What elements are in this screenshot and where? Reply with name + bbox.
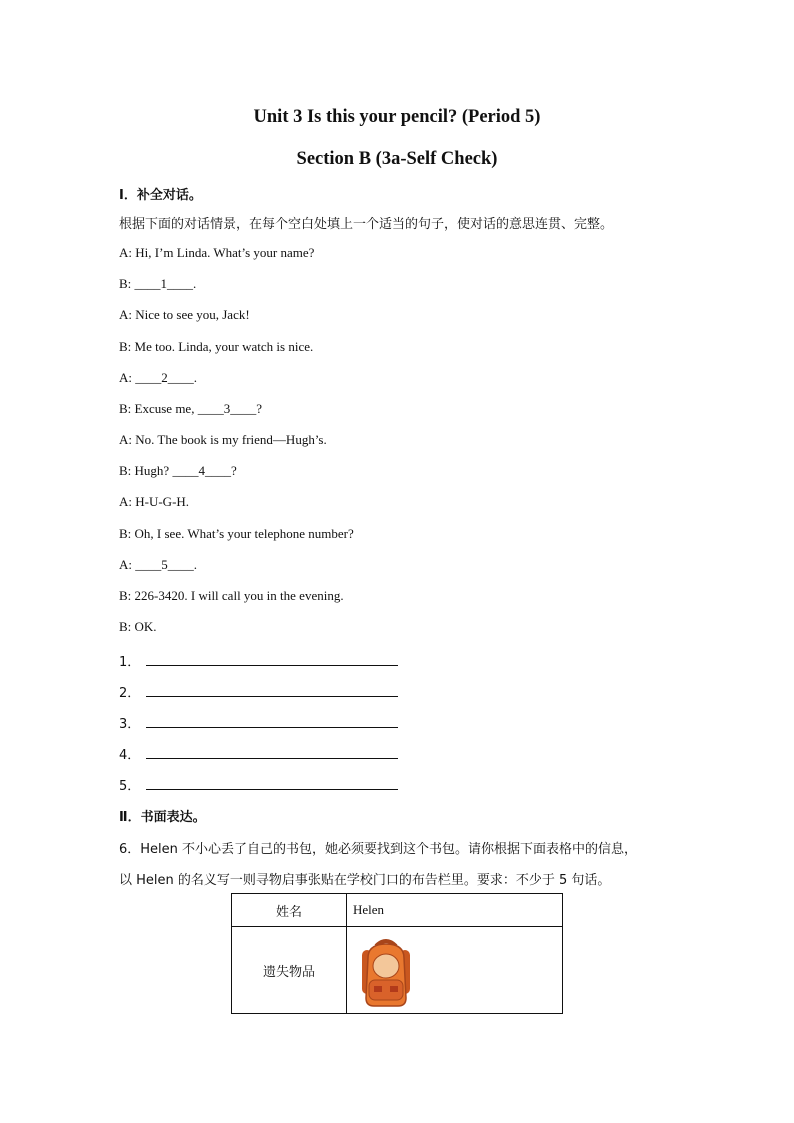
answer-blank[interactable] — [146, 684, 398, 697]
dialogue-line: A: Nice to see you, Jack! — [119, 307, 250, 322]
dialogue-line: A: Hi, I’m Linda. What’s your name? — [119, 245, 315, 260]
answer-blank[interactable] — [146, 777, 398, 790]
answer-blank[interactable] — [146, 653, 398, 666]
answer-row — [119, 744, 398, 763]
part1-instruction: 根据下面的对话情景，在每个空白处填上一个适当的句子，使对话的意思连贯、完整。 — [119, 217, 614, 232]
answer-blank[interactable] — [146, 715, 398, 728]
name-label: 姓名 — [232, 894, 347, 927]
dialogue-line: A: H-U-G-H. — [119, 494, 190, 509]
question-text: 6．Helen 不小心丢了自己的书包，她必须要找到这个书包。请你根据下面表格中的信息， — [119, 842, 638, 857]
question-text: 以 Helen 的名义写一则寻物启事张贴在学校门口的布告栏里。要求：不少于 5 句话。 — [119, 873, 611, 888]
name-value: Helen — [347, 894, 563, 927]
answer-row — [119, 775, 398, 794]
answer-blank[interactable] — [146, 746, 398, 759]
answer-number: 5． — [119, 779, 141, 794]
answer-number: 3． — [119, 717, 141, 732]
dialogue-line: A: ____5____. — [119, 557, 197, 572]
dialogue-line: B: Excuse me, ____3____? — [119, 401, 262, 416]
info-table — [231, 893, 563, 1014]
part1-heading: Ⅰ．补全对话。 — [119, 188, 202, 203]
dialogue-line: B: 226-3420. I will call you in the evening. — [119, 588, 344, 603]
item-label: 遗失物品 — [232, 927, 347, 1014]
answer-row — [119, 651, 398, 670]
dialogue-line: B: OK. — [119, 619, 157, 634]
page-subtitle: Section B (3a-Self Check) — [296, 149, 498, 169]
answer-number: 2． — [119, 686, 141, 701]
dialogue-line: A: No. The book is my friend—Hugh’s. — [119, 432, 327, 447]
item-image-cell — [347, 927, 563, 1014]
backpack-icon — [354, 936, 418, 1008]
dialogue-line: B: Hugh? ____4____? — [119, 463, 237, 478]
dialogue-line: B: Oh, I see. What’s your telephone number? — [119, 526, 354, 541]
answer-number: 1． — [119, 655, 141, 670]
page-title: Unit 3 Is this your pencil? (Period 5) — [253, 107, 541, 127]
answer-row — [119, 713, 398, 732]
dialogue-line: B: Me too. Linda, your watch is nice. — [119, 339, 314, 354]
answer-number: 4． — [119, 748, 141, 763]
part2-heading: Ⅱ．书面表达。 — [119, 810, 206, 825]
answer-row — [119, 682, 398, 701]
dialogue-line: A: ____2____. — [119, 370, 197, 385]
dialogue-line: B: ____1____. — [119, 276, 197, 291]
